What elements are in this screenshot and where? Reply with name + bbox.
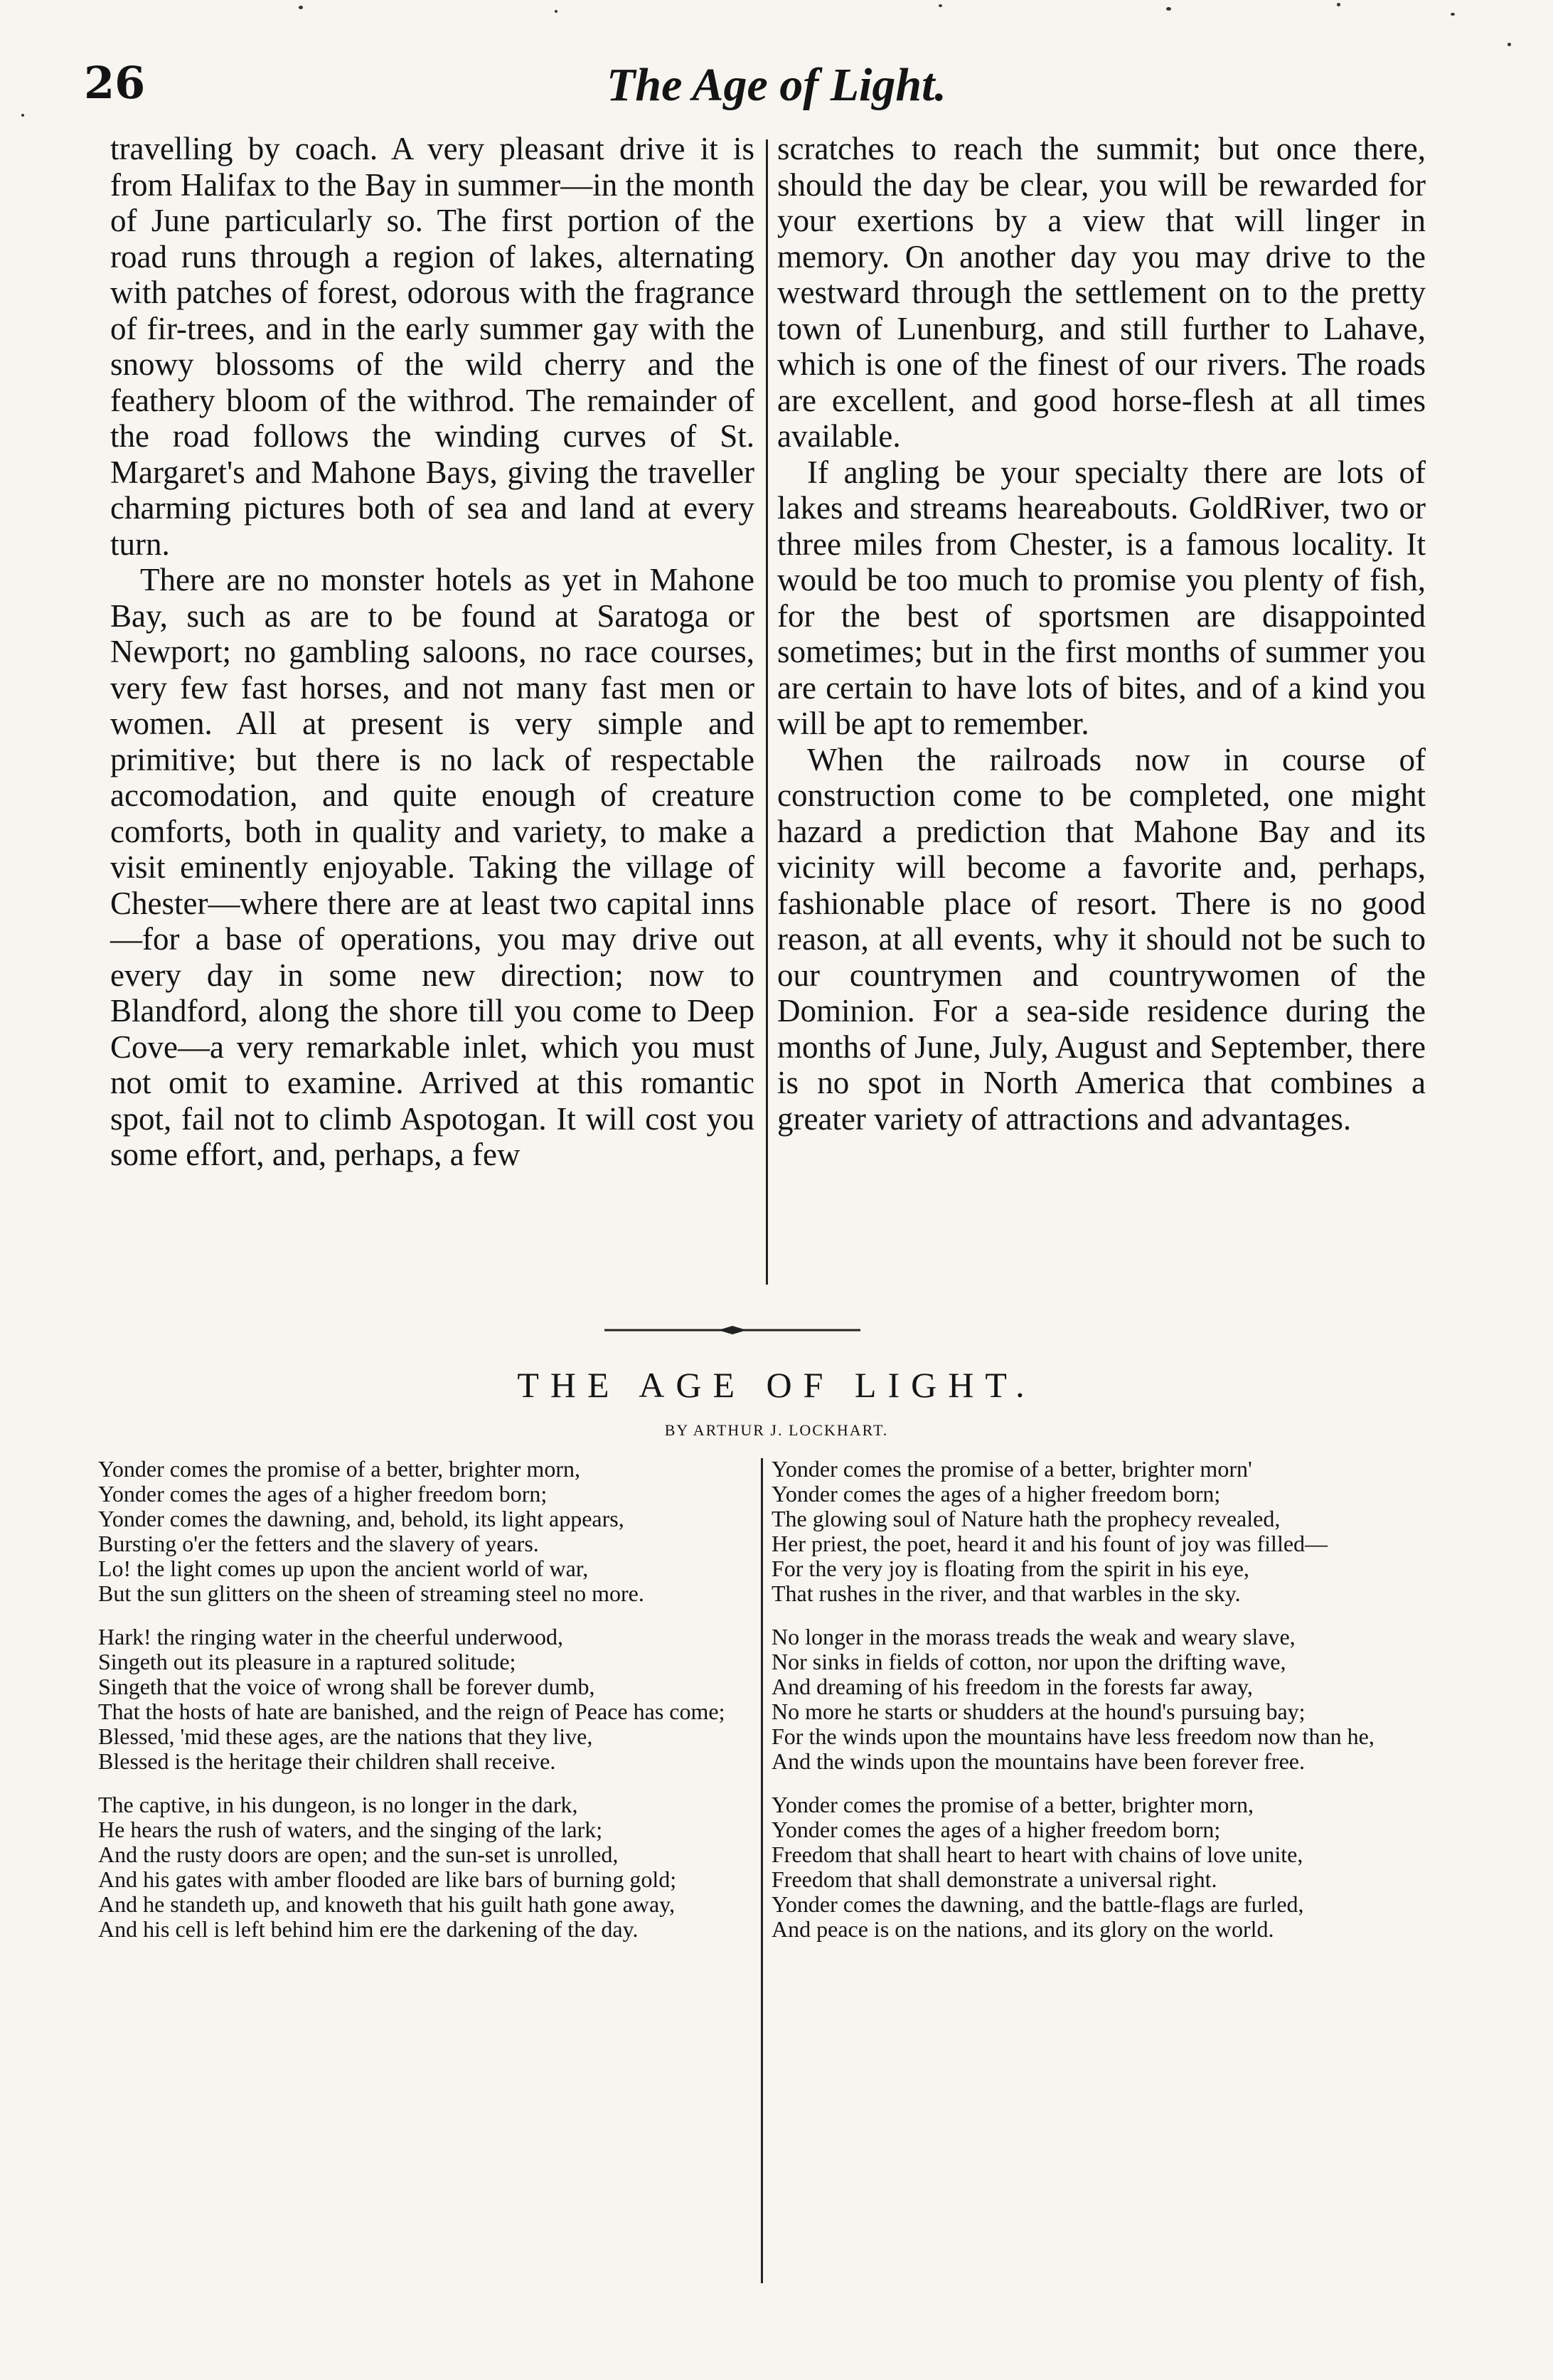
poem-column-left [98,1457,752,1960]
paragraph: travelling by coach. A very pleasant drive it is from Halifax to the Bay in summer—in the month of June particularly so. The first portion of the road runs through a region of lakes, alternating with patches of forest, odorous with the fragrance of fir-trees, and in the early summer gay with the snowy blossoms of the wild cherry and the feathery bloom of the withrod. The remainder of the road follows the winding curves of St. Margaret's and Mahone Bays, giving the traveller charming pictures both of sea and land at every turn. [110,131,754,562]
verse-line: The glowing soul of Nature hath the prophecy revealed, [772,1506,1281,1531]
verse-line: Hark! the ringing water in the cheerful underwood, [98,1624,563,1649]
verse-line: Freedom that shall demonstrate a universal right. [772,1866,1217,1892]
verse-line: That rushes in the river, and that warbles in the sky. [772,1581,1241,1606]
verse-line: Lo! the light comes up upon the ancient world of war, [98,1556,589,1581]
verse-line: Yonder comes the promise of a better, brighter morn, [98,1456,580,1482]
verse-line: He hears the rush of waters, and the singing of the lark; [98,1817,603,1842]
verse-line: The captive, in his dungeon, is no longer in the dark, [98,1792,578,1817]
verse-line: Yonder comes the ages of a higher freedom born; [772,1481,1221,1507]
prose-column-left [110,131,754,1173]
ornament-divider [604,1324,860,1336]
stanza [98,1625,752,1774]
verse-line: Singeth out its pleasure in a raptured solitude; [98,1649,516,1674]
running-title: The Age of Light. [607,59,946,111]
page-header [0,0,1553,142]
verse-line: And dreaming of his freedom in the forests far away, [772,1674,1253,1699]
stanza [98,1457,752,1606]
prose-column-right [777,131,1426,1137]
column-rule [761,1458,763,2283]
verse-line: That the hosts of hate are banished, and the reign of Peace has come; [98,1699,725,1724]
verse-line: Yonder comes the promise of a better, brighter morn' [772,1456,1252,1482]
verse-line: For the winds upon the mountains have less freedom now than he, [772,1723,1375,1749]
verse-line: Nor sinks in fields of cotton, nor upon the drifting wave, [772,1649,1286,1674]
stanza [772,1457,1426,1606]
paragraph: When the railroads now in course of construction come to be completed, one might hazard a prediction that Mahone Bay and its vicinity will become a favorite and, perhaps, fashionable place of resort. There is no good reason, at all events, why it should not be such to our countrymen and countrywomen of the Dominion. For a sea-side residence during the months of June, July, August and September, there is no spot in North America that combines a greater variety of attractions and advantages. [777,741,1426,1137]
verse-line: Yonder comes the ages of a higher freedom born; [772,1817,1221,1842]
stanza [772,1792,1426,1942]
verse-line: No longer in the morass treads the weak and weary slave, [772,1624,1296,1649]
column-rule [766,139,768,1285]
paragraph: If angling be your specialty there are lots of lakes and streams heareabouts. GoldRiver, two or three miles from Chester, is a famous locality. It would be too much to promise you plenty of fish, for the best of sportsmen are disappointed sometimes; but in the first months of summer you are certain to have lots of bites, and of a kind you will be apt to remember. [777,454,1426,741]
verse-line: And the winds upon the mountains have been forever free. [772,1748,1305,1774]
verse-line: Yonder comes the ages of a higher freedom born; [98,1481,548,1507]
verse-line: Yonder comes the promise of a better, brighter morn, [772,1792,1254,1817]
paragraph: scratches to reach the summit; but once there, should the day be clear, you will be rewarded for your exertions by a view that will linger in memory. On another day you may drive to the westward through the settlement on to the pretty town of Lunenburg, and still further to Lahave, which is one of the finest of our rivers. The roads are excellent, and good horse-flesh at all times available. [777,131,1426,454]
verse-line: And the rusty doors are open; and the sun-set is unrolled, [98,1842,619,1867]
verse-line: But the sun glitters on the sheen of streaming steel no more. [98,1581,644,1606]
verse-line: Bursting o'er the fetters and the slavery of years. [98,1531,539,1556]
verse-line: Her priest, the poet, heard it and his fount of joy was filled— [772,1531,1328,1556]
poem-byline: BY ARTHUR J. LOCKHART. [664,1421,889,1439]
verse-line: Blessed is the heritage their children shall receive. [98,1748,556,1774]
verse-line: Blessed, 'mid these ages, are the nations that they live, [98,1723,593,1749]
verse-line: And peace is on the nations, and its glory on the world. [772,1916,1274,1942]
verse-line: No more he starts or shudders at the hound's pursuing bay; [772,1699,1306,1724]
verse-line: Freedom that shall heart to heart with chains of love unite, [772,1842,1303,1867]
verse-line: Singeth that the voice of wrong shall be forever dumb, [98,1674,595,1699]
verse-line: For the very joy is floating from the spirit in his eye, [772,1556,1249,1581]
stanza [98,1792,752,1942]
verse-line: And his gates with amber flooded are like bars of burning gold; [98,1866,677,1892]
page-number: 26 [84,57,146,109]
stanza [772,1625,1426,1774]
verse-line: Yonder comes the dawning, and, behold, its light appears, [98,1506,624,1531]
poem-column-right [772,1457,1426,1960]
verse-line: Yonder comes the dawning, and the battle-flags are furled, [772,1891,1304,1917]
verse-line: And his cell is left behind him ere the darkening of the day. [98,1916,639,1942]
verse-line: And he standeth up, and knoweth that his guilt hath gone away, [98,1891,676,1917]
paragraph: There are no monster hotels as yet in Mahone Bay, such as are to be found at Saratoga or Newport; no gambling saloons, no race courses, very few fast horses, and not many fast men or women. All at present is very simple and primitive; but there is no lack of respectable accomodation, and quite enough of creature comforts, both in quality and variety, to make a visit eminently enjoyable. Taking the village of Chester—where there are at least two capital inns—for a base of operations, you may drive out every day in some new direction; now to Blandford, along the shore till you come to Deep Cove—a very remarkable inlet, which you must not omit to examine. Arrived at this romantic spot, fail not to climb Aspotogan. It will cost you some effort, and, perhaps, a few [110,562,754,1172]
poem-title: THE AGE OF LIGHT. [517,1365,1036,1405]
